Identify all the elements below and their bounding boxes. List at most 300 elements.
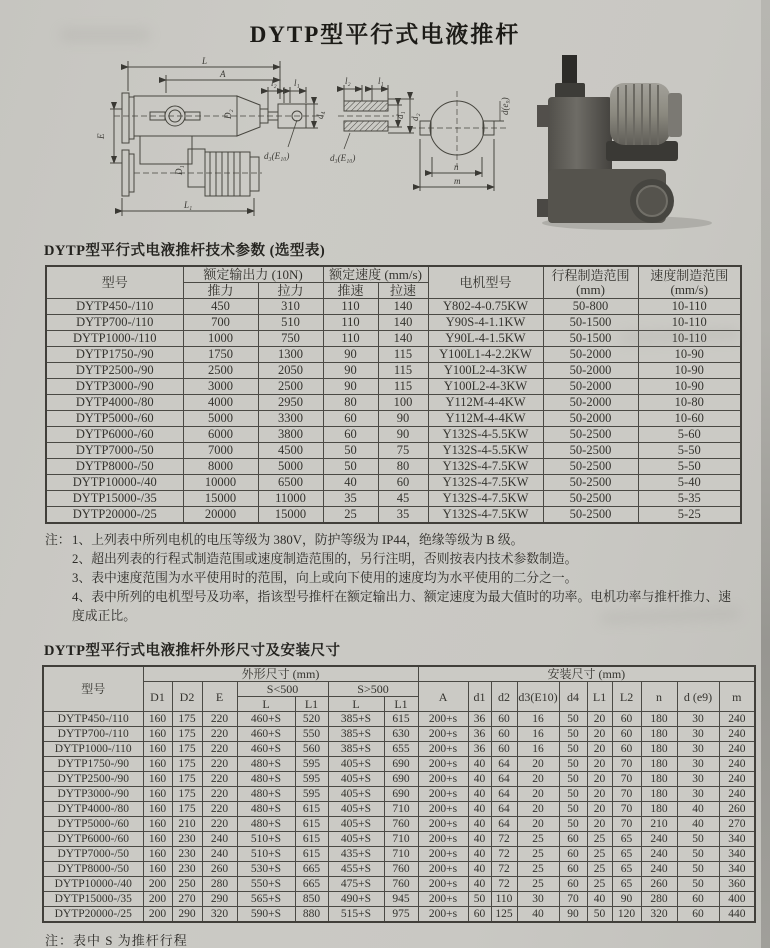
table-cell: 5-35 <box>638 491 741 507</box>
table-cell: 160 <box>143 847 172 862</box>
table-cell: 655 <box>384 742 418 757</box>
table-cell: 200+s <box>418 877 468 892</box>
table-cell: 40 <box>323 475 378 491</box>
table-cell: 5000 <box>183 411 258 427</box>
table-cell: 50-1500 <box>543 315 638 331</box>
table-cell: 50-2000 <box>543 379 638 395</box>
table-cell: 25 <box>517 832 559 847</box>
table-cell: 10-110 <box>638 315 741 331</box>
table-cell: 25 <box>517 847 559 862</box>
table-cell: 60 <box>559 877 587 892</box>
table-cell: 4000 <box>183 395 258 411</box>
table-cell: 180 <box>641 787 677 802</box>
table-cell: 20 <box>587 712 612 727</box>
table-cell: 270 <box>172 892 202 907</box>
table-cell: 280 <box>202 877 237 892</box>
col-D2: D2 <box>172 682 202 712</box>
dim-table-body <box>43 712 755 923</box>
table-cell: 36 <box>468 727 491 742</box>
table-row <box>46 299 741 315</box>
table-cell: 5-40 <box>638 475 741 491</box>
dim-label-d2-mid: d₂ <box>410 113 420 121</box>
model-cell: DYTP5000-/60 <box>43 817 143 832</box>
col-stroke-range-line1: 行程制造范围 <box>551 267 630 283</box>
table-cell: 40 <box>468 847 491 862</box>
bleedthrough-mark <box>60 28 150 42</box>
table-cell: 945 <box>384 892 418 907</box>
model-cell: DYTP2500-/90 <box>46 363 183 379</box>
model-cell: DYTP3000-/90 <box>46 379 183 395</box>
table-cell: 50 <box>587 907 612 923</box>
col-s-lt-500-L1: L1 <box>295 697 328 712</box>
table-row <box>43 817 755 832</box>
table-cell: 5000 <box>258 459 323 475</box>
table-cell: 240 <box>202 847 237 862</box>
table-cell: 510 <box>258 315 323 331</box>
table-cell: 595 <box>295 772 328 787</box>
col-rated-force: 额定输出力 (10N) <box>183 266 323 283</box>
table-cell: 175 <box>172 757 202 772</box>
table-cell: 70 <box>612 772 641 787</box>
table-cell: 240 <box>641 832 677 847</box>
table-cell: 60 <box>612 712 641 727</box>
col-stroke-range <box>543 266 638 299</box>
model-cell: DYTP700-/110 <box>46 315 183 331</box>
model-cell: DYTP10000-/40 <box>46 475 183 491</box>
table-cell: 230 <box>172 847 202 862</box>
dim-label-m: m <box>454 176 461 186</box>
table-cell: 240 <box>202 832 237 847</box>
table-row <box>43 727 755 742</box>
table-row <box>46 411 741 427</box>
dim-label-d4: d₄ <box>315 111 325 119</box>
table-cell: 10-110 <box>638 299 741 315</box>
table-cell: 175 <box>172 712 202 727</box>
table-cell: 50 <box>559 727 587 742</box>
table-row <box>43 787 755 802</box>
table-cell: 15000 <box>258 507 323 524</box>
table-cell: 3800 <box>258 427 323 443</box>
table-cell: 30 <box>677 742 719 757</box>
table-cell: 50-2500 <box>543 491 638 507</box>
table-cell: 80 <box>378 459 428 475</box>
table-cell: Y802-4-0.75KW <box>428 299 543 315</box>
table-row <box>43 907 755 923</box>
col-push-speed: 推速 <box>323 283 378 299</box>
table-cell: 180 <box>641 757 677 772</box>
table-cell: 20 <box>587 817 612 832</box>
table-cell: 405+S <box>328 832 384 847</box>
table-cell: 90 <box>323 379 378 395</box>
table-cell: 320 <box>641 907 677 923</box>
table-cell: 710 <box>384 802 418 817</box>
table-cell: 690 <box>384 772 418 787</box>
table-cell: 60 <box>559 862 587 877</box>
product-photo <box>532 53 767 231</box>
table-cell: 50 <box>677 847 719 862</box>
table-cell: 260 <box>719 802 755 817</box>
spec-table <box>45 265 742 524</box>
table-cell: 50 <box>559 757 587 772</box>
table-cell: 1750 <box>183 347 258 363</box>
table-cell: 220 <box>202 802 237 817</box>
table-cell: 250 <box>172 877 202 892</box>
table-row <box>46 427 741 443</box>
table-cell: 210 <box>172 817 202 832</box>
table-cell: 30 <box>517 892 559 907</box>
table-cell: 320 <box>202 907 237 923</box>
table-row <box>43 772 755 787</box>
table-cell: 10-90 <box>638 347 741 363</box>
col-n: n <box>641 682 677 712</box>
table-cell: 480+S <box>237 757 295 772</box>
table-cell: 72 <box>491 877 517 892</box>
table-cell: 115 <box>378 347 428 363</box>
col-d2: d2 <box>491 682 517 712</box>
table-cell: 140 <box>378 331 428 347</box>
table-cell: 460+S <box>237 712 295 727</box>
table-cell: 10-60 <box>638 411 741 427</box>
table-cell: 90 <box>559 907 587 923</box>
table-cell: 25 <box>587 832 612 847</box>
table-cell: 10-90 <box>638 379 741 395</box>
table-cell: 405+S <box>328 787 384 802</box>
col-A: A <box>418 682 468 712</box>
table-cell: 60 <box>491 727 517 742</box>
table-row <box>46 443 741 459</box>
table-cell: 435+S <box>328 847 384 862</box>
col-E: E <box>202 682 237 712</box>
table-cell: 20 <box>587 727 612 742</box>
table-cell: 5-25 <box>638 507 741 524</box>
table-cell: 210 <box>641 817 677 832</box>
table-cell: 2950 <box>258 395 323 411</box>
table-cell: 180 <box>641 727 677 742</box>
table-cell: 175 <box>172 802 202 817</box>
table-cell: 50-2500 <box>543 475 638 491</box>
table-cell: 100 <box>378 395 428 411</box>
table-cell: 760 <box>384 877 418 892</box>
table-cell: 180 <box>641 742 677 757</box>
col-d4: d4 <box>559 682 587 712</box>
table-cell: 200+s <box>418 787 468 802</box>
col-d3: d3(E10) <box>517 682 559 712</box>
note-item-2: 2、超出列表的行程式制造范围或速度制造范围的，另行注明，否则按表内技术参数制造。 <box>72 552 578 566</box>
table-cell: 290 <box>202 892 237 907</box>
table-cell: 240 <box>719 742 755 757</box>
dim-label-E: E <box>96 133 106 139</box>
table-cell: 200+s <box>418 712 468 727</box>
col-s-gt-500: S>500 <box>328 682 418 697</box>
model-cell: DYTP450-/110 <box>46 299 183 315</box>
table-cell: 1300 <box>258 347 323 363</box>
table-cell: 220 <box>202 742 237 757</box>
table-cell: 200 <box>143 907 172 923</box>
table-cell: 200 <box>143 877 172 892</box>
table-cell: 490+S <box>328 892 384 907</box>
table-cell: 110 <box>323 315 378 331</box>
table-cell: 50-2500 <box>543 443 638 459</box>
table-cell: 480+S <box>237 817 295 832</box>
table-cell: 175 <box>172 772 202 787</box>
table-cell: 450 <box>183 299 258 315</box>
table-row <box>43 712 755 727</box>
dim-label-l1-mid: l₁ <box>378 76 384 86</box>
table-cell: 455+S <box>328 862 384 877</box>
table-cell: 10-80 <box>638 395 741 411</box>
table-cell: 405+S <box>328 757 384 772</box>
table-cell: Y112M-4-4KW <box>428 395 543 411</box>
table-cell: 40 <box>468 802 491 817</box>
table-cell: 10000 <box>183 475 258 491</box>
table-cell: 11000 <box>258 491 323 507</box>
table-cell: 310 <box>258 299 323 315</box>
table-cell: 615 <box>295 802 328 817</box>
notes-block <box>45 531 742 626</box>
table-cell: 50-1500 <box>543 331 638 347</box>
table-cell: 200+s <box>418 802 468 817</box>
table-cell: 16 <box>517 742 559 757</box>
table-cell: 20 <box>587 742 612 757</box>
model-cell: DYTP2500-/90 <box>43 772 143 787</box>
table-cell: 440 <box>719 907 755 923</box>
table-cell: 3300 <box>258 411 323 427</box>
table-cell: 60 <box>677 907 719 923</box>
table-row <box>43 742 755 757</box>
table-cell: 40 <box>468 772 491 787</box>
model-cell: DYTP7000-/50 <box>43 847 143 862</box>
col-motor: 电机型号 <box>428 266 543 299</box>
table-cell: 70 <box>612 802 641 817</box>
col-speed-range-line2: (mm/s) <box>670 281 709 297</box>
table-cell: 630 <box>384 727 418 742</box>
table-cell: 200+s <box>418 772 468 787</box>
col-model: 型号 <box>43 666 143 712</box>
table-cell: 25 <box>587 862 612 877</box>
table-row <box>46 475 741 491</box>
col-m: m <box>719 682 755 712</box>
table-cell: 240 <box>719 727 755 742</box>
model-cell: DYTP20000-/25 <box>43 907 143 923</box>
table-row <box>46 459 741 475</box>
table-cell: 220 <box>202 712 237 727</box>
model-cell: DYTP6000-/60 <box>43 832 143 847</box>
table-row <box>46 379 741 395</box>
table-cell: 65 <box>612 862 641 877</box>
col-D1: D1 <box>143 682 172 712</box>
col-d-e9: d (e9) <box>677 682 719 712</box>
notes-label: 注： <box>45 533 71 547</box>
table-cell: 340 <box>719 862 755 877</box>
model-cell: DYTP8000-/50 <box>46 459 183 475</box>
table-cell: 975 <box>384 907 418 923</box>
table-cell: 240 <box>719 712 755 727</box>
table-cell: 475+S <box>328 877 384 892</box>
table-cell: 200+s <box>418 862 468 877</box>
table-cell: 160 <box>143 727 172 742</box>
table-cell: 385+S <box>328 712 384 727</box>
table-cell: 760 <box>384 817 418 832</box>
table-cell: 125 <box>491 907 517 923</box>
table-cell: 595 <box>295 757 328 772</box>
table-cell: Y132S-4-7.5KW <box>428 459 543 475</box>
table-cell: 405+S <box>328 802 384 817</box>
model-cell: DYTP6000-/60 <box>46 427 183 443</box>
table-cell: 200+s <box>418 757 468 772</box>
table-cell: 72 <box>491 862 517 877</box>
table-cell: 175 <box>172 787 202 802</box>
dim-label-d1-mid: d₁ <box>395 111 405 119</box>
table-cell: 60 <box>378 475 428 491</box>
table-cell: 25 <box>587 847 612 862</box>
table-cell: 760 <box>384 862 418 877</box>
col-rated-speed: 额定速度 (mm/s) <box>323 266 428 283</box>
model-cell: DYTP7000-/50 <box>46 443 183 459</box>
table-cell: 8000 <box>183 459 258 475</box>
table-cell: Y132S-4-7.5KW <box>428 475 543 491</box>
table-cell: 700 <box>183 315 258 331</box>
table-cell: Y100L1-4-2.2KW <box>428 347 543 363</box>
table-cell: 240 <box>719 757 755 772</box>
table-cell: 75 <box>378 443 428 459</box>
dim-label-l2-mid: l₂ <box>345 76 351 86</box>
table-cell: 110 <box>323 331 378 347</box>
table-cell: Y90S-4-1.1KW <box>428 315 543 331</box>
col-s-gt-500-L1: L1 <box>384 697 418 712</box>
dim-label-de9: d(e₉) <box>500 97 510 115</box>
table-cell: 5-50 <box>638 443 741 459</box>
table-cell: 5-60 <box>638 427 741 443</box>
model-cell: DYTP15000-/35 <box>43 892 143 907</box>
note-item-3: 3、表中速度范围为水平使用时的范围，向上或向下使用的速度均为水平使用的二分之一。 <box>72 571 578 585</box>
table-cell: 710 <box>384 847 418 862</box>
table-cell: Y132S-4-7.5KW <box>428 507 543 524</box>
table-cell: 200+s <box>418 907 468 923</box>
table-cell: 260 <box>202 862 237 877</box>
table-cell: 20 <box>587 757 612 772</box>
table-cell: 50-2000 <box>543 363 638 379</box>
table-cell: 60 <box>612 727 641 742</box>
model-cell: DYTP5000-/60 <box>46 411 183 427</box>
table-cell: 50-2000 <box>543 347 638 363</box>
table-cell: 60 <box>612 742 641 757</box>
table-cell: 270 <box>719 817 755 832</box>
table-cell: 850 <box>295 892 328 907</box>
table-cell: 35 <box>323 491 378 507</box>
col-s-lt-500-L: L <box>237 697 295 712</box>
footnote: 注：表中 S 为推杆行程 <box>45 933 188 948</box>
table-cell: 280 <box>641 892 677 907</box>
col-install-dims: 安装尺寸 (mm) <box>418 666 755 682</box>
table-cell: 560 <box>295 742 328 757</box>
table-cell: 10-110 <box>638 331 741 347</box>
table-cell: 260 <box>641 877 677 892</box>
table-row <box>43 757 755 772</box>
table-cell: 480+S <box>237 787 295 802</box>
table-cell: 40 <box>468 832 491 847</box>
table-cell: 200+s <box>418 832 468 847</box>
dim-label-D1: D₁ <box>174 165 184 175</box>
table-cell: 6000 <box>183 427 258 443</box>
model-cell: DYTP4000-/80 <box>46 395 183 411</box>
table-cell: 40 <box>677 802 719 817</box>
col-push-force: 推力 <box>183 283 258 299</box>
dimension-table <box>42 665 756 923</box>
table-cell: 160 <box>143 802 172 817</box>
table-cell: 50-2000 <box>543 411 638 427</box>
table-cell: 25 <box>517 862 559 877</box>
table-cell: 550+S <box>237 877 295 892</box>
table-cell: 3000 <box>183 379 258 395</box>
model-cell: DYTP3000-/90 <box>43 787 143 802</box>
table-cell: 70 <box>612 817 641 832</box>
table-cell: 200 <box>143 892 172 907</box>
col-s-lt-500: S<500 <box>237 682 328 697</box>
dim-table-header <box>43 666 755 712</box>
table-row <box>46 315 741 331</box>
table-cell: Y132S-4-5.5KW <box>428 443 543 459</box>
table-row <box>46 363 741 379</box>
table-cell: 50 <box>559 787 587 802</box>
figure-row <box>0 53 770 231</box>
table-cell: 50 <box>559 772 587 787</box>
col-d1: d1 <box>468 682 491 712</box>
table-cell: 50-2500 <box>543 507 638 524</box>
table-cell: 50 <box>677 832 719 847</box>
table-cell: 220 <box>202 787 237 802</box>
technical-drawing <box>92 53 532 228</box>
table-cell: 710 <box>384 832 418 847</box>
table-cell: Y132S-4-7.5KW <box>428 491 543 507</box>
table-cell: 50 <box>559 802 587 817</box>
table-cell: 50 <box>677 862 719 877</box>
table-cell: 36 <box>468 742 491 757</box>
table-cell: 60 <box>677 892 719 907</box>
spec-table-header <box>46 266 741 299</box>
table-cell: 40 <box>677 817 719 832</box>
table-cell: 20000 <box>183 507 258 524</box>
table-cell: 750 <box>258 331 323 347</box>
col-model: 型号 <box>46 266 183 299</box>
table-cell: 405+S <box>328 817 384 832</box>
dim-label-l2: l₂ <box>271 78 277 88</box>
table-cell: Y132S-4-5.5KW <box>428 427 543 443</box>
table-cell: 220 <box>202 772 237 787</box>
model-cell: DYTP450-/110 <box>43 712 143 727</box>
page-title: DYTP型平行式电液推杆 <box>249 22 521 47</box>
table-cell: 50 <box>323 443 378 459</box>
table-cell: 50 <box>468 892 491 907</box>
table-cell: 110 <box>323 299 378 315</box>
table-cell: 115 <box>378 363 428 379</box>
table-cell: Y90L-4-1.5KW <box>428 331 543 347</box>
table-row <box>43 802 755 817</box>
table-cell: 40 <box>468 787 491 802</box>
table-cell: 10-90 <box>638 363 741 379</box>
table-cell: 340 <box>719 847 755 862</box>
table-cell: 64 <box>491 787 517 802</box>
table-cell: 120 <box>612 907 641 923</box>
dim-label-d3-mid: d₃(E₁₀) <box>330 153 356 163</box>
table-cell: 20 <box>517 772 559 787</box>
note-item-1: 1、上列表中所列电机的电压等级为 380V，防护等级为 IP44，绝缘等级为 B 级。 <box>72 533 524 547</box>
table-cell: 40 <box>587 892 612 907</box>
table-cell: 45 <box>378 491 428 507</box>
table-cell: 590+S <box>237 907 295 923</box>
table-cell: 35 <box>378 507 428 524</box>
table-cell: 510+S <box>237 847 295 862</box>
table-cell: 520 <box>295 712 328 727</box>
